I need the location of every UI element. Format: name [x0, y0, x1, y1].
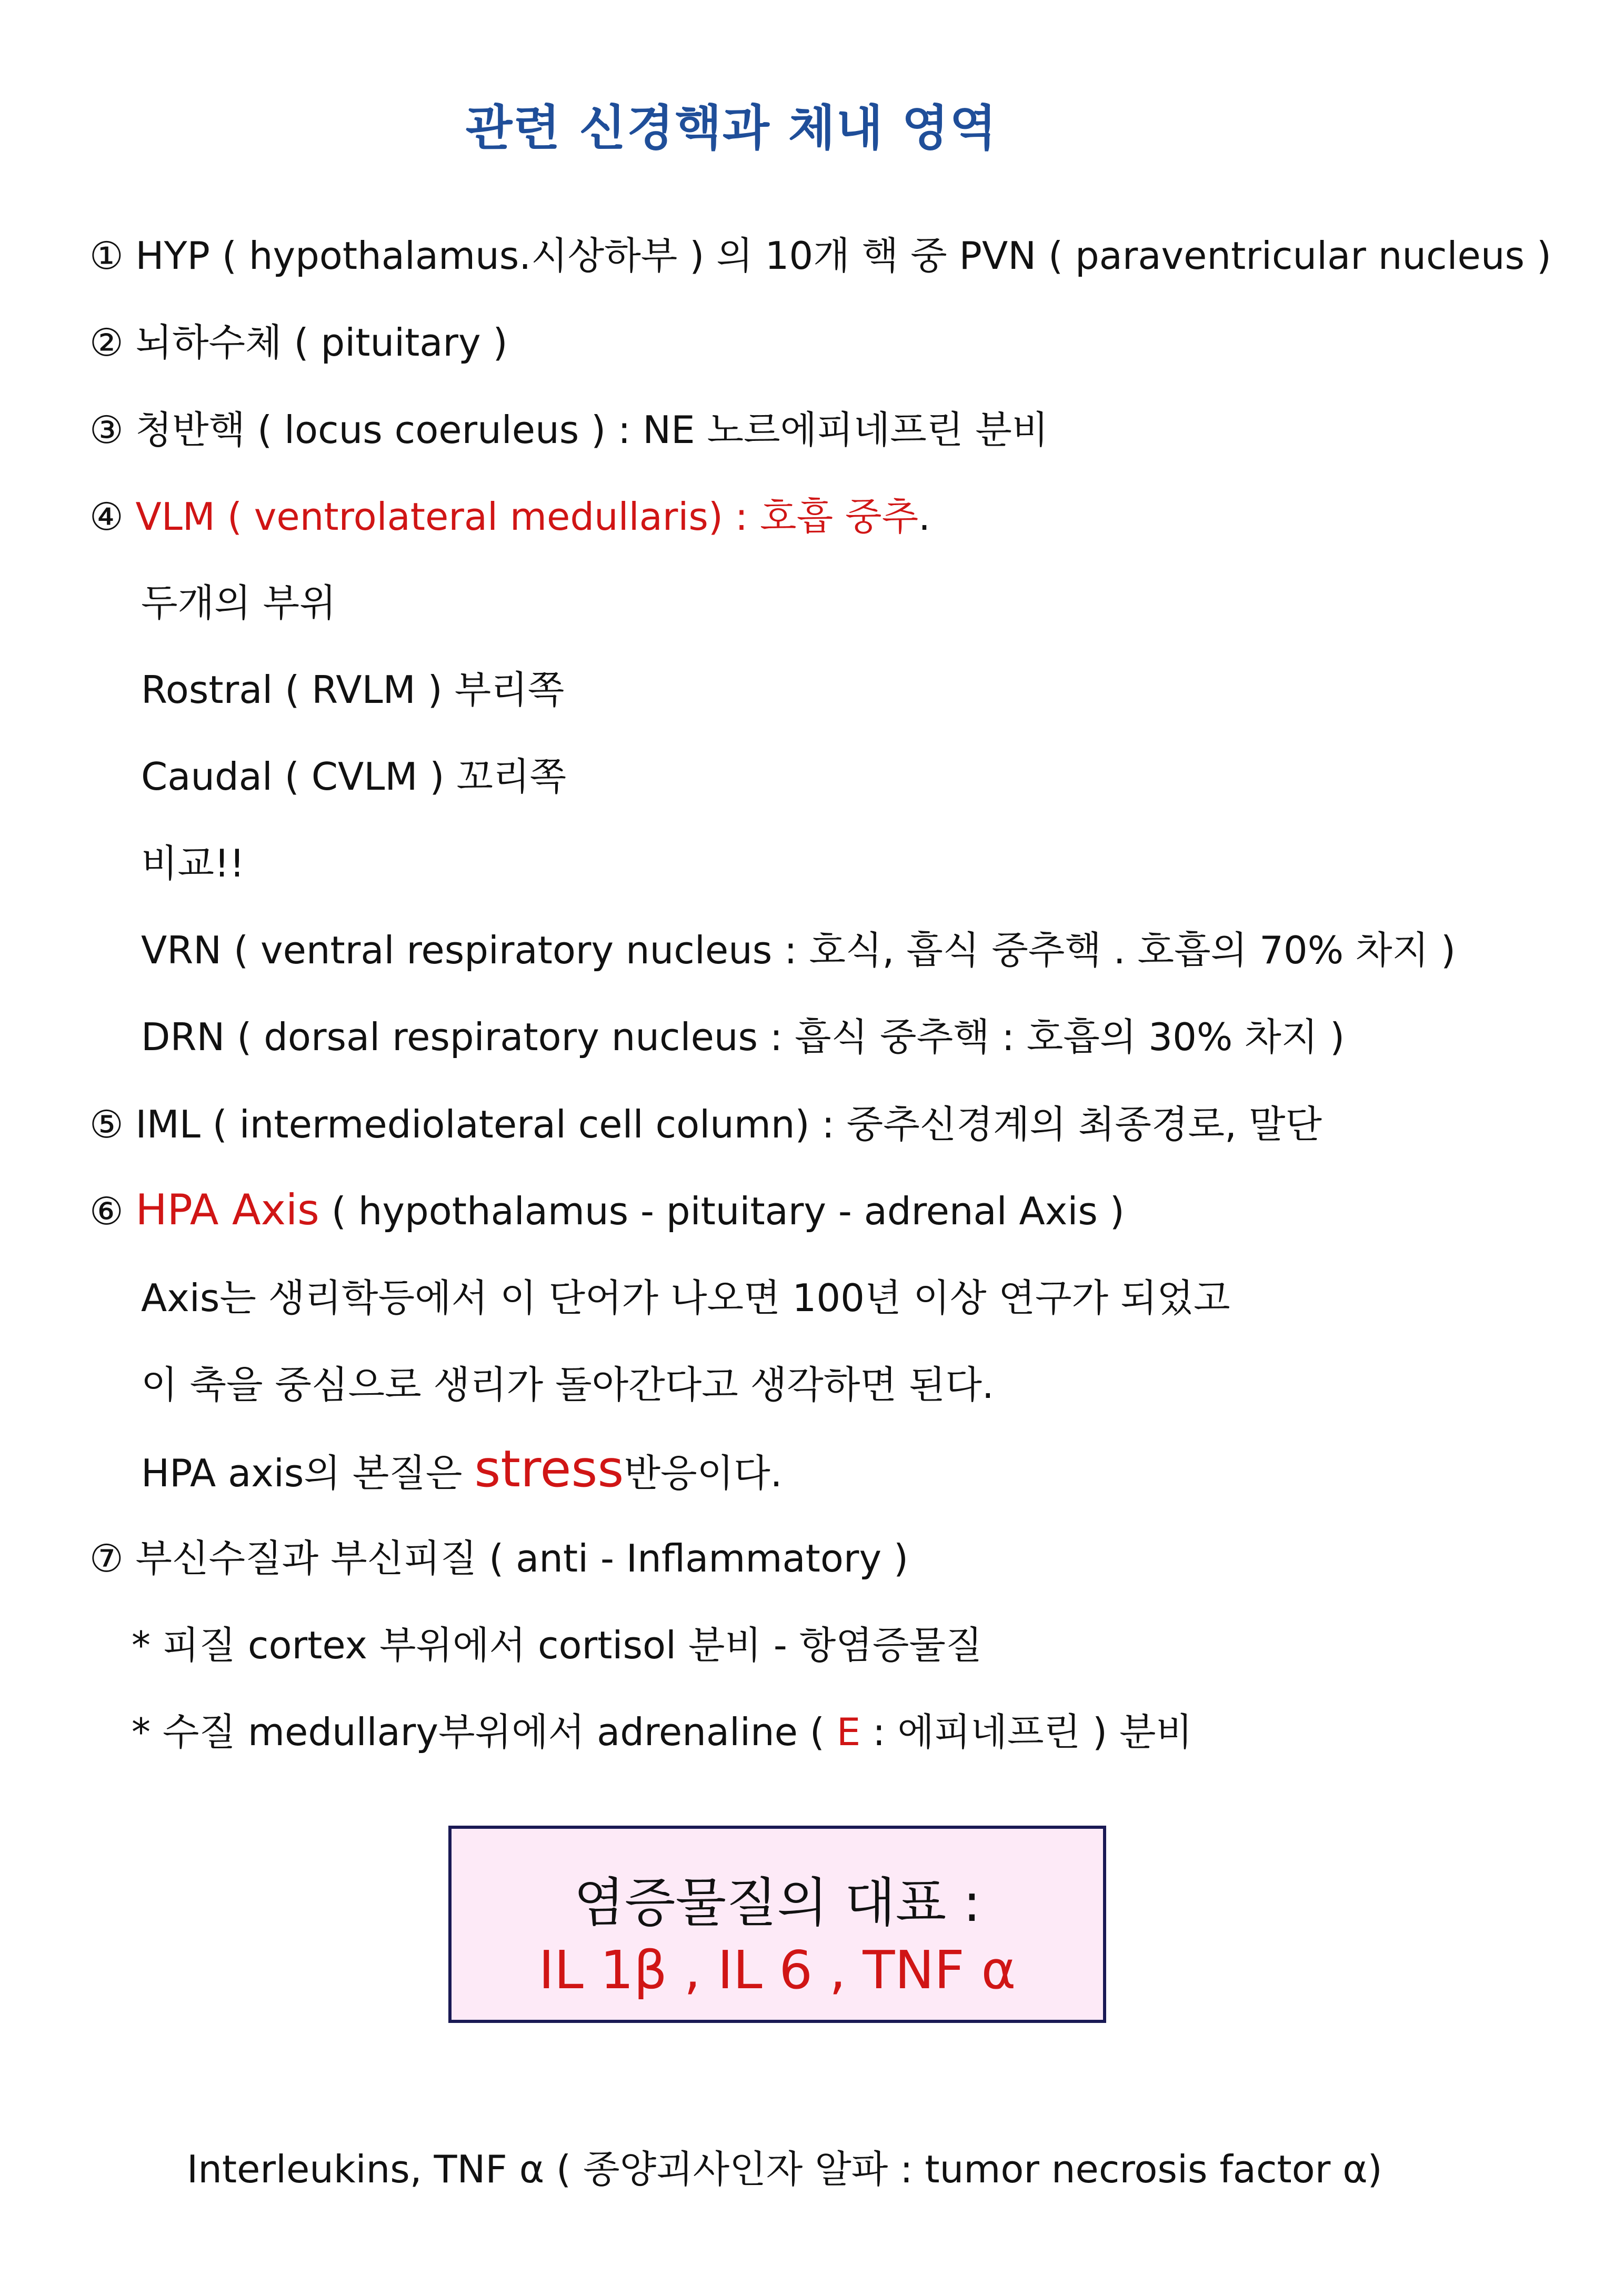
- item-7-medulla-tail: : 에피네프린 ) 분비: [860, 1710, 1193, 1754]
- item-4-number: ④: [89, 495, 136, 539]
- item-4-period: .: [918, 495, 931, 539]
- item-6-essence-tail: 반응이다.: [624, 1451, 783, 1495]
- item-7-medulla-e: E: [836, 1710, 861, 1754]
- item-3-locus-coeruleus: [89, 404, 1048, 456]
- item-4-sub-drn: DRN ( dorsal respiratory nucleus : 흡식 중추핵 : 호흡의 30% 차지 ): [141, 1015, 1345, 1059]
- item-6-hpa-axis: [89, 1184, 1125, 1237]
- item-2-pituitary: ② 뇌하수체 ( pituitary ): [89, 320, 508, 365]
- item-7-sub-cortex: * 피질 cortex 부위에서 cortisol 분비 - 항염증물질: [132, 1623, 983, 1667]
- item-6-sub-essence: [141, 1439, 783, 1499]
- item-4-sub-rostral: Rostral ( RVLM ) 부리쪽: [141, 668, 565, 712]
- item-4-sub-vrn: VRN ( ventral respiratory nucleus : 호식, 흡식 중추핵 . 호흡의 70% 차지 ): [141, 928, 1456, 972]
- item-4-sub-compare: 비교!!: [141, 841, 245, 885]
- item-5-iml: ⑤ IML ( intermediolateral cell column) : 중추신경계의 최종경로, 말단: [89, 1102, 1322, 1146]
- item-6-sub-center: 이 축을 중심으로 생리가 돌아간다고 생각하면 된다.: [141, 1363, 994, 1407]
- box-mediators: IL 1β , IL 6 , TNF α: [538, 1939, 1016, 2001]
- item-4-highlight: VLM ( ventrolateral medullaris) : 호흡 중추: [135, 495, 919, 539]
- item-6-highlight: HPA Axis: [135, 1185, 319, 1234]
- item-7-medulla-lead: * 수질 medullary부위에서 adrenaline (: [132, 1710, 837, 1754]
- item-4-sub-two-parts: 두개의 부위: [141, 581, 336, 625]
- item-6-sub-axis: Axis는 생리학등에서 이 단어가 나오면 100년 이상 연구가 되었고: [141, 1276, 1230, 1320]
- footer-note: Interleukins, TNF α ( 종양괴사인자 알파 : tumor necrosis factor α): [187, 2147, 1382, 2191]
- item-7-sub-medulla: [132, 1706, 1192, 1758]
- item-3-text: ③ 청반핵 ( locus coeruleus ) : NE 노르에피네프린 분비: [89, 408, 1049, 452]
- item-6-essence-lead: HPA axis의 본질은: [141, 1451, 475, 1495]
- item-4-vlm: [89, 490, 930, 543]
- box-title: 염증물질의 대표 :: [574, 1872, 981, 1934]
- item-1-hyp: ① HYP ( hypothalamus.시상하부 ) 의 10개 핵 중 PVN ( paraventricular nucleus ): [89, 234, 1551, 278]
- item-4-sub-caudal: Caudal ( CVLM ) 꼬리쪽: [141, 754, 566, 799]
- item-7-adrenal: ⑦ 부신수질과 부신피질 ( anti - Inflammatory ): [89, 1536, 909, 1580]
- page-title: 관련 신경핵과 체내 영역: [465, 100, 998, 156]
- item-6-number: ⑥: [89, 1189, 136, 1233]
- stress-highlight: stress: [474, 1439, 624, 1498]
- item-6-definition: ( hypothalamus - pituitary - adrenal Axis ): [319, 1189, 1125, 1233]
- inflammatory-mediators-box: [448, 1826, 1106, 2023]
